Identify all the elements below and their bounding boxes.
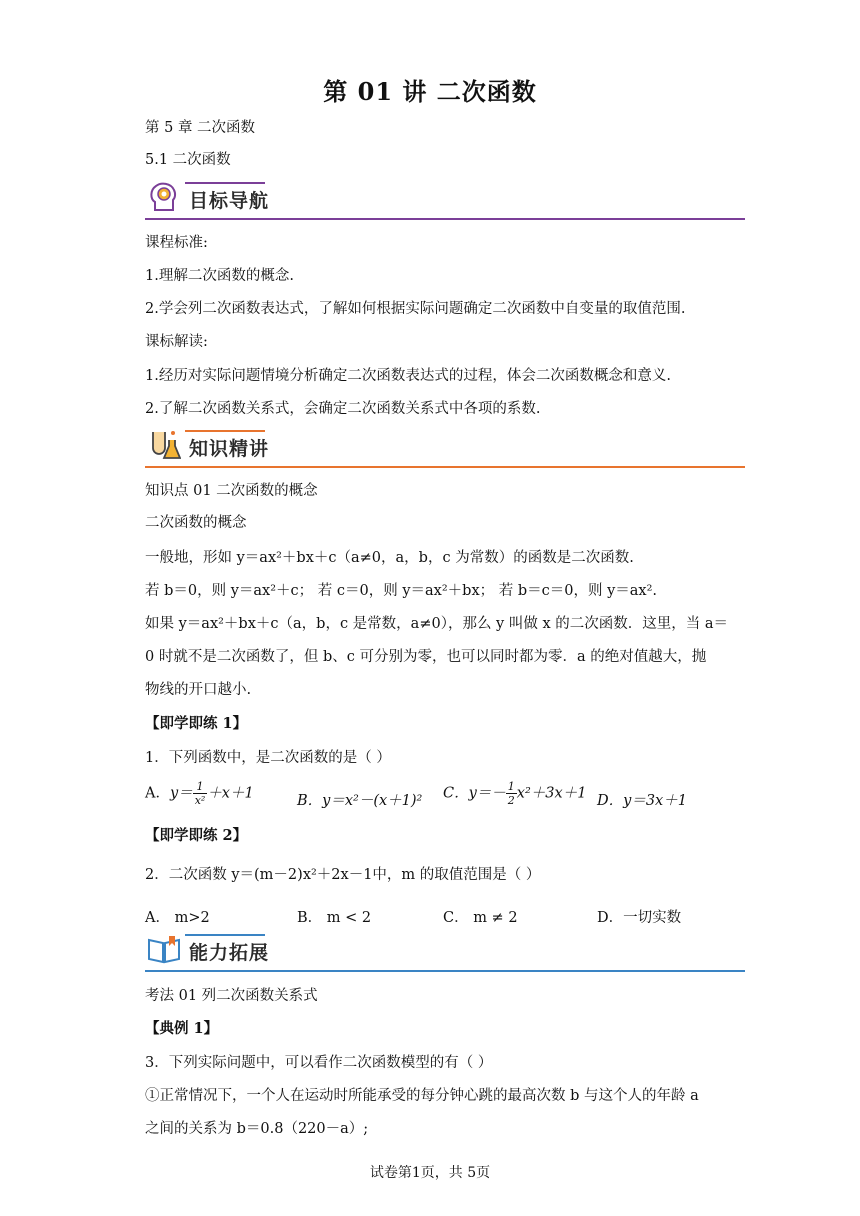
question-3-item-1-line-1: ①正常情况下，一个人在运动时所能承受的每分钟心跳的最高次数 b 与这个人的年龄 a bbox=[145, 1088, 699, 1104]
practice-2-label: 【即学即练 2】 bbox=[145, 827, 248, 844]
banner-accent-line bbox=[185, 430, 265, 432]
flask-icon bbox=[147, 428, 181, 462]
ability-banner-rule bbox=[145, 970, 745, 972]
definition-paragraph: 一般地，形如 y＝ax²＋bx＋c（a≠0，a，b，c 为常数）的函数是二次函数. bbox=[145, 550, 634, 566]
special-cases-paragraph: 若 b＝0，则 y＝ax²＋c； 若 c＝0，则 y＝ax²＋bx； 若 b＝c＝0，则 y＝ax². bbox=[145, 583, 658, 599]
explanation-line-2: 0 时就不是二次函数了，但 b、c 可分别为零，也可以同时都为零．a 的绝对值越大，抛 bbox=[145, 649, 707, 665]
banner-accent-line bbox=[185, 182, 265, 184]
standard-item-1: 1.理解二次函数的概念. bbox=[145, 268, 294, 284]
explanation-line-1: 如果 y＝ax²＋bx＋c（a，b，c 是常数，a≠0），那么 y 叫做 x 的二次函数．这里，当 a＝ bbox=[145, 616, 728, 632]
question-2-option-a: A． m>2 bbox=[145, 910, 210, 926]
standard-heading: 课程标准: bbox=[145, 235, 208, 251]
fraction: $\frac{1}{2}$ bbox=[507, 780, 515, 807]
question-3-stem: 3．下列实际问题中，可以看作二次函数模型的有（ ） bbox=[145, 1055, 493, 1071]
explanation-line-3: 物线的开口越小. bbox=[145, 682, 252, 698]
fraction: $\frac{1}{\text{x²}}$ bbox=[194, 780, 206, 807]
chapter-label: 第 5 章 二次函数 bbox=[145, 120, 256, 136]
question-1-option-b: B．y＝x²－(x＋1)² bbox=[297, 793, 423, 809]
book-icon bbox=[147, 932, 181, 966]
banner-accent-line bbox=[185, 934, 265, 936]
goal-banner-label: 目标导航 bbox=[189, 190, 270, 212]
practice-1-label: 【即学即练 1】 bbox=[145, 715, 248, 732]
goal-banner-rule bbox=[145, 218, 745, 220]
knowledge-sub-title: 二次函数的概念 bbox=[145, 515, 247, 531]
question-2-stem: 2．二次函数 y＝(m－2)x²＋2x－1中，m 的取值范围是（ ） bbox=[145, 867, 541, 883]
question-2-option-c: C． m ≠ 2 bbox=[443, 910, 518, 926]
method-title: 考法 01 列二次函数关系式 bbox=[145, 988, 318, 1004]
example-label: 【典例 1】 bbox=[145, 1020, 219, 1037]
standard-item-2: 2.学会列二次函数表达式，了解如何根据实际问题确定二次函数中自变量的取值范围. bbox=[145, 301, 686, 317]
head-gear-icon bbox=[147, 180, 181, 214]
question-2-option-b: B． m < 2 bbox=[297, 910, 372, 926]
question-1-option-d: D．y＝3x＋1 bbox=[597, 793, 687, 809]
question-1-option-a: A．y＝ $\frac{1}{\text{x²}}$ ＋x＋1 bbox=[145, 780, 254, 807]
reading-heading: 课标解读: bbox=[145, 334, 208, 350]
reading-item-1: 1.经历对实际问题情境分析确定二次函数表达式的过程，体会二次函数概念和意义. bbox=[145, 368, 671, 384]
section-label: 5.1 二次函数 bbox=[145, 152, 231, 168]
page-title: 第 01 讲 二次函数 bbox=[323, 77, 537, 106]
knowledge-banner-rule bbox=[145, 466, 745, 468]
knowledge-point-title: 知识点 01 二次函数的概念 bbox=[145, 483, 318, 499]
question-3-item-1-line-2: 之间的关系为 b＝0.8（220－a）; bbox=[145, 1121, 369, 1137]
knowledge-banner-label: 知识精讲 bbox=[189, 438, 270, 460]
question-1-option-c: C．y＝－ $\frac{1}{2}$ x²＋3x＋1 bbox=[443, 780, 587, 807]
ability-banner-label: 能力拓展 bbox=[189, 942, 270, 964]
goal-banner bbox=[145, 180, 745, 220]
reading-item-2: 2.了解二次函数关系式，会确定二次函数关系式中各项的系数. bbox=[145, 401, 541, 417]
question-2-option-d: D．一切实数 bbox=[597, 910, 682, 926]
knowledge-banner bbox=[145, 428, 745, 468]
page-footer: 试卷第1页，共 5页 bbox=[369, 1165, 491, 1181]
ability-banner bbox=[145, 932, 745, 972]
question-1-stem: 1．下列函数中，是二次函数的是（ ） bbox=[145, 750, 391, 766]
